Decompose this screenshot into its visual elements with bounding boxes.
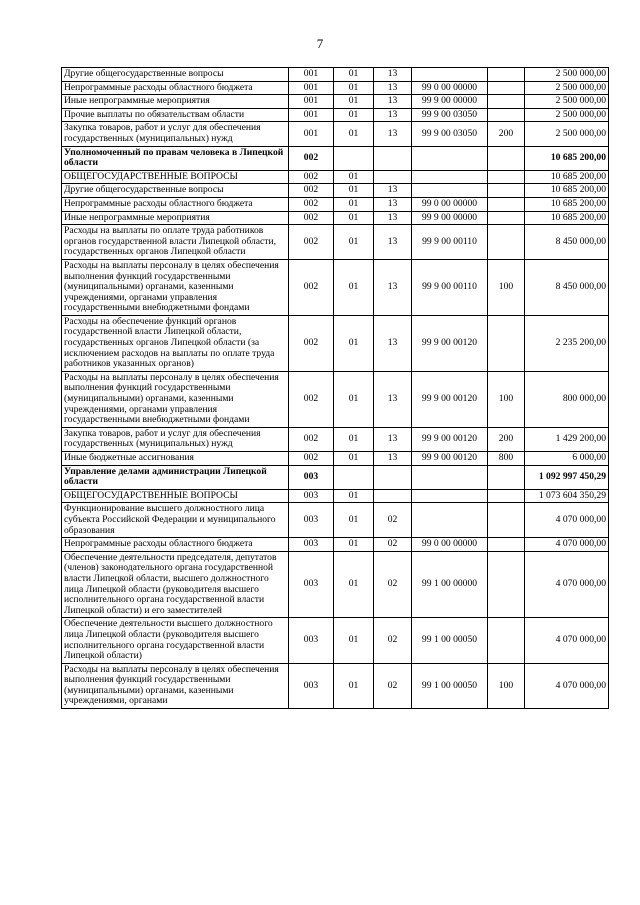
table-row — [62, 427, 609, 451]
amount-cell: 10 685 200,00 — [525, 146, 609, 170]
department-code-cell: 001 — [289, 68, 334, 82]
section-code-cell: 01 — [334, 259, 374, 315]
section-code-cell: 01 — [334, 618, 374, 663]
expense-type-code-cell: 200 — [488, 122, 525, 146]
section-code-cell: 01 — [334, 663, 374, 708]
expense-type-code-cell — [488, 146, 525, 170]
expense-type-code-cell — [488, 465, 525, 489]
subsection-code-cell — [374, 146, 412, 170]
department-code-cell: 002 — [289, 371, 334, 427]
budget-table — [61, 67, 609, 709]
table-row — [62, 122, 609, 146]
section-code-cell: 01 — [334, 225, 374, 260]
department-code-cell: 003 — [289, 489, 334, 503]
target-item-code-cell: 99 9 00 00110 — [412, 225, 488, 260]
expense-type-code-cell: 100 — [488, 371, 525, 427]
section-code-cell: 01 — [334, 95, 374, 109]
amount-cell: 8 450 000,00 — [525, 225, 609, 260]
target-item-code-cell: 99 9 00 00000 — [412, 211, 488, 225]
expense-type-code-cell — [488, 68, 525, 82]
section-code-cell: 01 — [334, 315, 374, 371]
table-row — [62, 371, 609, 427]
amount-cell: 1 092 997 450,29 — [525, 465, 609, 489]
expense-name-cell: Расходы на выплаты персоналу в целях обеспечения выполнения функций государственными (муниципальными) органами, казенными учреждениями, органами — [62, 663, 289, 708]
subsection-code-cell: 13 — [374, 95, 412, 109]
subsection-code-cell: 13 — [374, 315, 412, 371]
table-row — [62, 184, 609, 198]
section-code-cell: 01 — [334, 211, 374, 225]
table-row — [62, 618, 609, 663]
target-item-code-cell: 99 0 00 00000 — [412, 538, 488, 552]
section-code-cell: 01 — [334, 427, 374, 451]
expense-type-code-cell — [488, 538, 525, 552]
subsection-code-cell: 13 — [374, 427, 412, 451]
subsection-code-cell: 13 — [374, 225, 412, 260]
amount-cell: 1 073 604 350,29 — [525, 489, 609, 503]
expense-name-cell: Другие общегосударственные вопросы — [62, 184, 289, 198]
amount-cell: 2 500 000,00 — [525, 81, 609, 95]
target-item-code-cell — [412, 489, 488, 503]
target-item-code-cell: 99 1 00 00000 — [412, 551, 488, 618]
subsection-code-cell: 13 — [374, 184, 412, 198]
page-number: 7 — [316, 36, 324, 51]
department-code-cell: 001 — [289, 81, 334, 95]
amount-cell: 4 070 000,00 — [525, 663, 609, 708]
amount-cell: 2 500 000,00 — [525, 122, 609, 146]
section-code-cell: 01 — [334, 371, 374, 427]
department-code-cell: 002 — [289, 170, 334, 184]
table-row — [62, 503, 609, 538]
expense-type-code-cell — [488, 225, 525, 260]
subsection-code-cell: 13 — [374, 259, 412, 315]
target-item-code-cell — [412, 503, 488, 538]
target-item-code-cell: 99 9 00 00000 — [412, 95, 488, 109]
department-code-cell: 002 — [289, 211, 334, 225]
expense-name-cell: Прочие выплаты по обязательствам области — [62, 108, 289, 122]
department-code-cell: 002 — [289, 225, 334, 260]
expense-name-cell: Непрограммные расходы областного бюджета — [62, 197, 289, 211]
target-item-code-cell: 99 9 00 00120 — [412, 452, 488, 466]
expense-type-code-cell — [488, 184, 525, 198]
section-code-cell: 01 — [334, 170, 374, 184]
amount-cell: 4 070 000,00 — [525, 618, 609, 663]
expense-name-cell: Непрограммные расходы областного бюджета — [62, 81, 289, 95]
target-item-code-cell — [412, 170, 488, 184]
department-code-cell: 002 — [289, 184, 334, 198]
expense-name-cell: Функционирование высшего должностного лица субъекта Российской Федерации и муниципального образования — [62, 503, 289, 538]
section-code-cell: 01 — [334, 108, 374, 122]
amount-cell: 2 235 200,00 — [525, 315, 609, 371]
table-row — [62, 315, 609, 371]
target-item-code-cell: 99 9 00 00120 — [412, 427, 488, 451]
department-code-cell: 002 — [289, 259, 334, 315]
expense-type-code-cell: 200 — [488, 427, 525, 451]
section-code-cell: 01 — [334, 184, 374, 198]
target-item-code-cell: 99 9 00 00120 — [412, 371, 488, 427]
expense-name-cell: Уполномоченный по правам человека в Липецкой области — [62, 146, 289, 170]
section-code-cell: 01 — [334, 489, 374, 503]
expense-name-cell: Расходы на выплаты персоналу в целях обеспечения выполнения функций государственными (муниципальными) органами, казенными учреждениями, органами управления государственными внебюджетными фондами — [62, 371, 289, 427]
subsection-code-cell: 13 — [374, 122, 412, 146]
subsection-code-cell: 13 — [374, 197, 412, 211]
target-item-code-cell — [412, 465, 488, 489]
expense-type-code-cell — [488, 197, 525, 211]
expense-type-code-cell: 800 — [488, 452, 525, 466]
expense-name-cell: Иные бюджетные ассигнования — [62, 452, 289, 466]
department-code-cell: 001 — [289, 108, 334, 122]
amount-cell: 2 500 000,00 — [525, 68, 609, 82]
table-row — [62, 81, 609, 95]
expense-name-cell: Закупка товаров, работ и услуг для обеспечения государственных (муниципальных) нужд — [62, 122, 289, 146]
expense-type-code-cell — [488, 315, 525, 371]
expense-name-cell: Расходы на выплаты по оплате труда работников органов государственной власти Липецкой области, государственных органов Липецкой области — [62, 225, 289, 260]
table-row — [62, 211, 609, 225]
amount-cell: 2 500 000,00 — [525, 108, 609, 122]
section-code-cell — [334, 146, 374, 170]
subsection-code-cell: 02 — [374, 663, 412, 708]
department-code-cell: 002 — [289, 452, 334, 466]
table-row — [62, 197, 609, 211]
amount-cell: 8 450 000,00 — [525, 259, 609, 315]
table-row — [62, 259, 609, 315]
expense-type-code-cell — [488, 170, 525, 184]
section-code-cell — [334, 465, 374, 489]
subsection-code-cell: 13 — [374, 81, 412, 95]
target-item-code-cell: 99 9 00 03050 — [412, 122, 488, 146]
department-code-cell: 003 — [289, 618, 334, 663]
section-code-cell: 01 — [334, 122, 374, 146]
department-code-cell: 002 — [289, 146, 334, 170]
expense-type-code-cell — [488, 503, 525, 538]
section-code-cell: 01 — [334, 503, 374, 538]
amount-cell: 10 685 200,00 — [525, 184, 609, 198]
target-item-code-cell: 99 0 00 00000 — [412, 81, 488, 95]
department-code-cell: 001 — [289, 122, 334, 146]
expense-type-code-cell: 100 — [488, 259, 525, 315]
table-row — [62, 146, 609, 170]
expense-name-cell: ОБЩЕГОСУДАРСТВЕННЫЕ ВОПРОСЫ — [62, 170, 289, 184]
table-row — [62, 465, 609, 489]
target-item-code-cell — [412, 68, 488, 82]
target-item-code-cell: 99 9 00 00120 — [412, 315, 488, 371]
expense-type-code-cell: 100 — [488, 663, 525, 708]
expense-type-code-cell — [488, 551, 525, 618]
target-item-code-cell: 99 1 00 00050 — [412, 618, 488, 663]
table-row — [62, 452, 609, 466]
subsection-code-cell — [374, 489, 412, 503]
table-row — [62, 489, 609, 503]
subsection-code-cell: 13 — [374, 68, 412, 82]
amount-cell: 6 000,00 — [525, 452, 609, 466]
table-row — [62, 538, 609, 552]
target-item-code-cell: 99 9 00 03050 — [412, 108, 488, 122]
subsection-code-cell — [374, 465, 412, 489]
amount-cell: 4 070 000,00 — [525, 503, 609, 538]
table-row — [62, 551, 609, 618]
table-row — [62, 95, 609, 109]
expense-name-cell: Иные непрограммные мероприятия — [62, 211, 289, 225]
table-body — [62, 68, 609, 709]
table-row — [62, 225, 609, 260]
subsection-code-cell: 13 — [374, 452, 412, 466]
expense-type-code-cell — [488, 618, 525, 663]
expense-name-cell: Обеспечение деятельности председателя, депутатов (членов) законодательного органа государственной власти Липецкой области, высшего должностного лица Липецкой области (руководителя высшего исполнительного органа государственной власти Липецкой области) и его заместителей — [62, 551, 289, 618]
subsection-code-cell — [374, 170, 412, 184]
target-item-code-cell: 99 1 00 00050 — [412, 663, 488, 708]
department-code-cell: 003 — [289, 551, 334, 618]
amount-cell: 10 685 200,00 — [525, 197, 609, 211]
department-code-cell: 002 — [289, 427, 334, 451]
expense-name-cell: Расходы на выплаты персоналу в целях обеспечения выполнения функций государственными (муниципальными) органами, казенными учреждениями, органами управления государственными внебюджетными фондами — [62, 259, 289, 315]
subsection-code-cell: 02 — [374, 538, 412, 552]
subsection-code-cell: 02 — [374, 618, 412, 663]
department-code-cell: 003 — [289, 663, 334, 708]
amount-cell: 10 685 200,00 — [525, 211, 609, 225]
expense-type-code-cell — [488, 489, 525, 503]
section-code-cell: 01 — [334, 538, 374, 552]
subsection-code-cell: 13 — [374, 371, 412, 427]
subsection-code-cell: 02 — [374, 551, 412, 618]
expense-type-code-cell — [488, 81, 525, 95]
amount-cell: 800 000,00 — [525, 371, 609, 427]
department-code-cell: 003 — [289, 465, 334, 489]
department-code-cell: 002 — [289, 315, 334, 371]
amount-cell: 4 070 000,00 — [525, 551, 609, 618]
amount-cell: 10 685 200,00 — [525, 170, 609, 184]
table-row — [62, 170, 609, 184]
expense-type-code-cell — [488, 211, 525, 225]
target-item-code-cell: 99 0 00 00000 — [412, 197, 488, 211]
expense-name-cell: ОБЩЕГОСУДАРСТВЕННЫЕ ВОПРОСЫ — [62, 489, 289, 503]
expense-name-cell: Обеспечение деятельности высшего должностного лица Липецкой области (руководителя высшего исполнительного органа государственной власти Липецкой области) — [62, 618, 289, 663]
section-code-cell: 01 — [334, 197, 374, 211]
department-code-cell: 003 — [289, 503, 334, 538]
department-code-cell: 002 — [289, 197, 334, 211]
target-item-code-cell: 99 9 00 00110 — [412, 259, 488, 315]
section-code-cell: 01 — [334, 551, 374, 618]
subsection-code-cell: 02 — [374, 503, 412, 538]
department-code-cell: 003 — [289, 538, 334, 552]
amount-cell: 2 500 000,00 — [525, 95, 609, 109]
subsection-code-cell: 13 — [374, 211, 412, 225]
expense-name-cell: Закупка товаров, работ и услуг для обеспечения государственных (муниципальных) нужд — [62, 427, 289, 451]
table-row — [62, 108, 609, 122]
expense-name-cell: Иные непрограммные мероприятия — [62, 95, 289, 109]
table-row — [62, 663, 609, 708]
expense-name-cell: Расходы на обеспечение функций органов государственной власти Липецкой области, государственных органов Липецкой области (за исключением расходов на выплаты по оплате труда работников указанных органов) — [62, 315, 289, 371]
target-item-code-cell — [412, 184, 488, 198]
section-code-cell: 01 — [334, 452, 374, 466]
expense-type-code-cell — [488, 108, 525, 122]
amount-cell: 1 429 200,00 — [525, 427, 609, 451]
table-row — [62, 68, 609, 82]
expense-name-cell: Другие общегосударственные вопросы — [62, 68, 289, 82]
target-item-code-cell — [412, 146, 488, 170]
section-code-cell: 01 — [334, 68, 374, 82]
expense-name-cell: Управление делами администрации Липецкой области — [62, 465, 289, 489]
expense-type-code-cell — [488, 95, 525, 109]
section-code-cell: 01 — [334, 81, 374, 95]
subsection-code-cell: 13 — [374, 108, 412, 122]
amount-cell: 4 070 000,00 — [525, 538, 609, 552]
department-code-cell: 001 — [289, 95, 334, 109]
expense-name-cell: Непрограммные расходы областного бюджета — [62, 538, 289, 552]
